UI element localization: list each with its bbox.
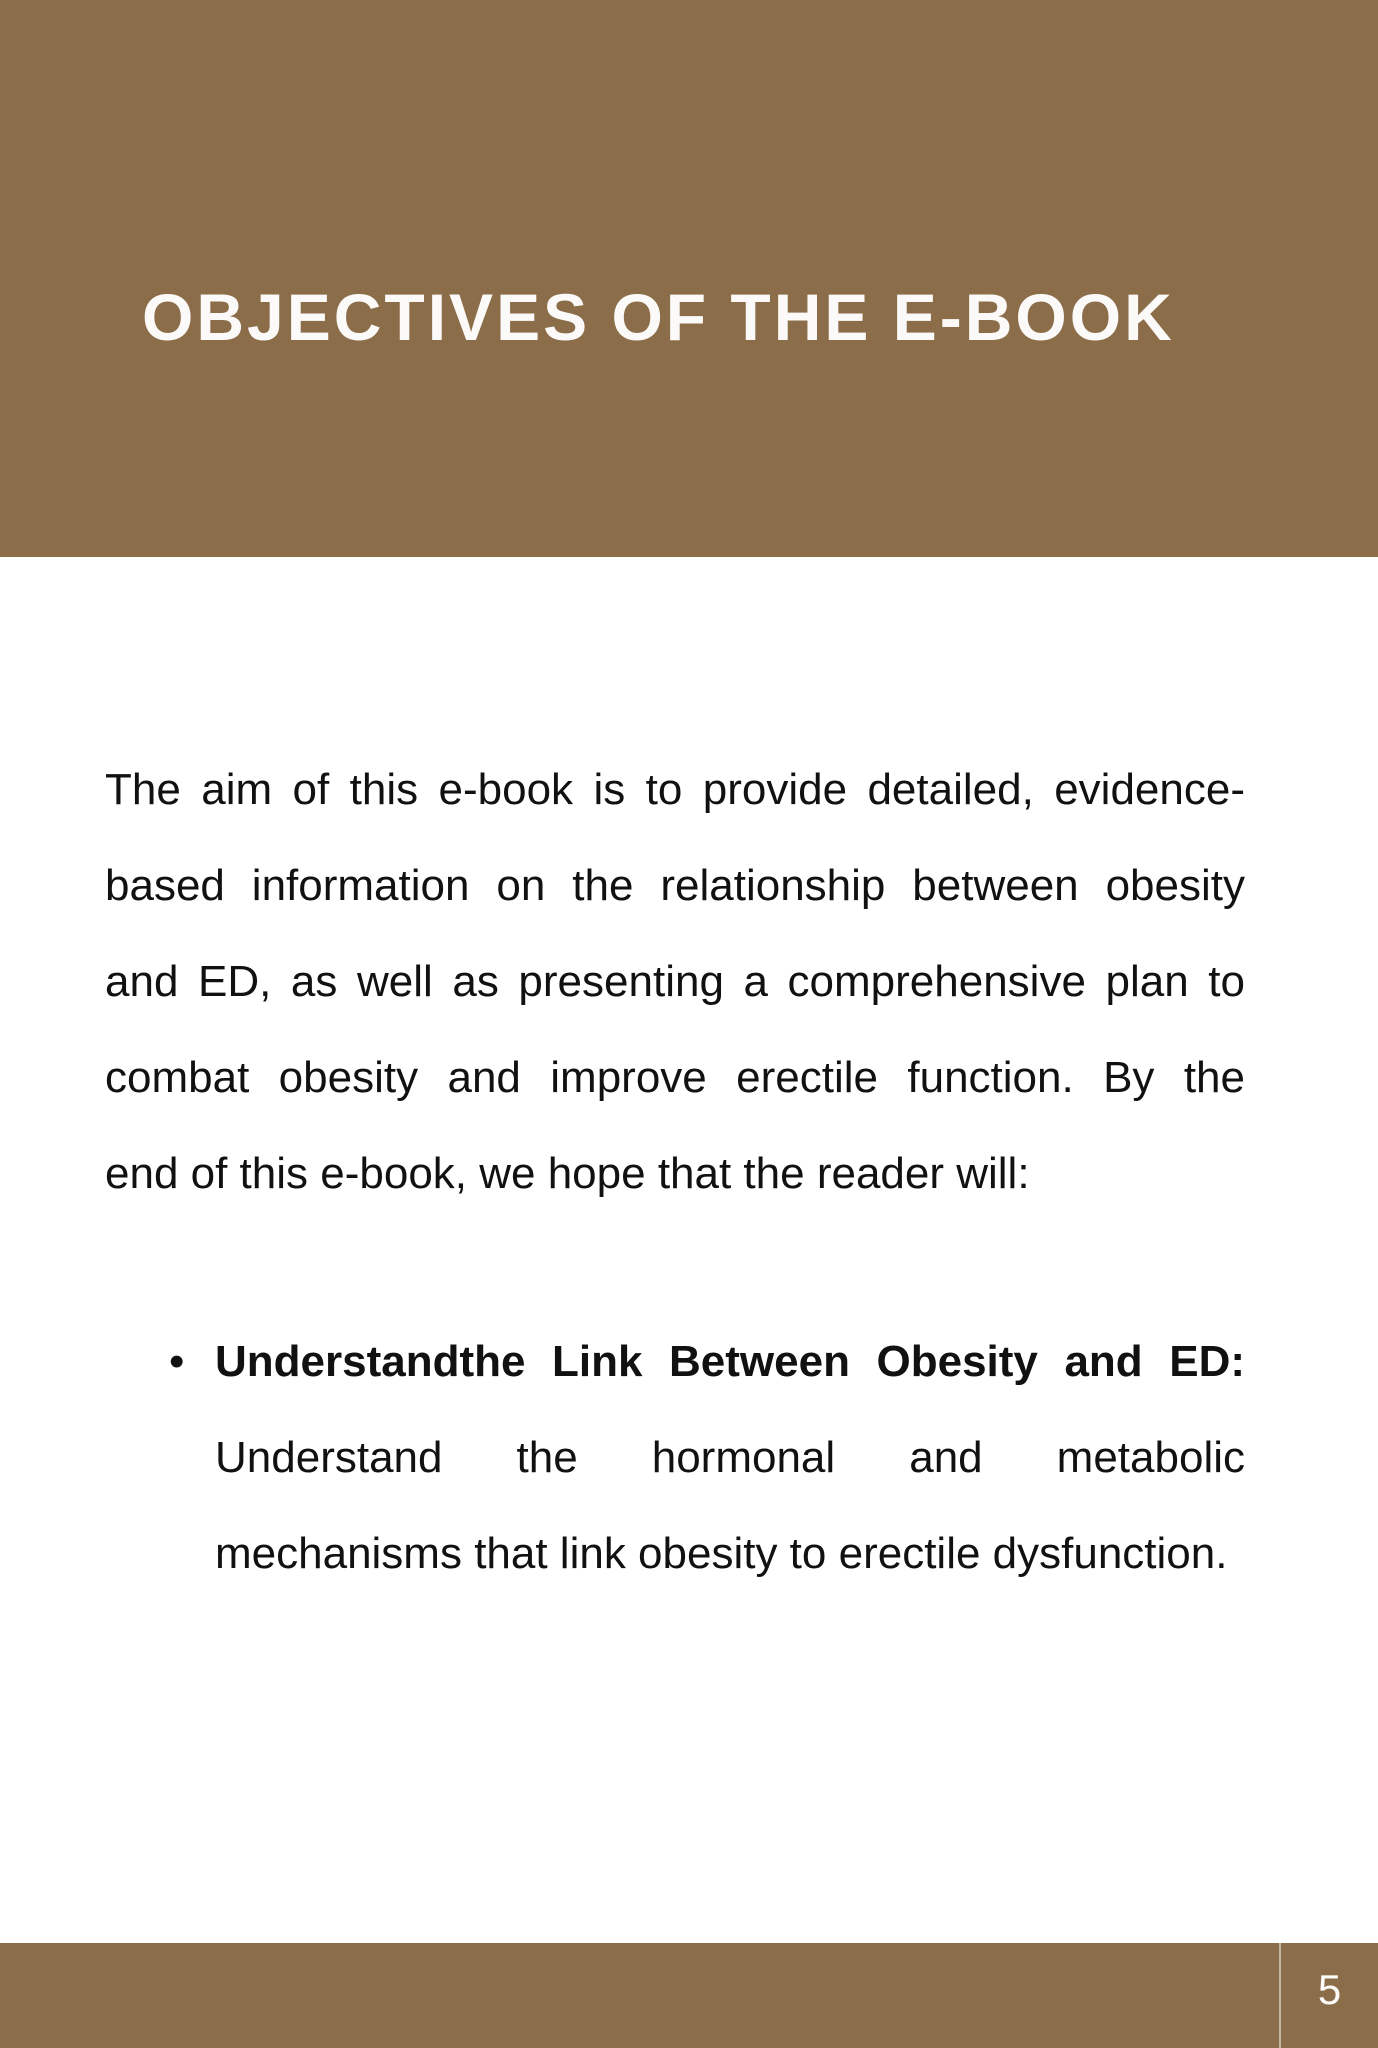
page-footer [0,1943,1378,2048]
bullet-line: mechanisms that link obesity to erectile dysfunction. [215,1529,1228,1578]
page-body [105,742,1245,1222]
bullet-heading: Understandthe Link Between Obesity and ED: [215,1337,1245,1386]
bullet-marker: • [169,1337,185,1386]
page-number: 5 [1317,1965,1342,2013]
page-title: OBJECTIVES OF THE E-BOOK [142,280,1175,354]
bullet-text [215,1314,1245,1602]
paragraph-line: The aim of this e-book is to provide detailed, evidence- [105,765,1245,814]
bullet-line: Understand the hormonal and metabolic [215,1433,1245,1482]
paragraph-line: and ED, as well as presenting a comprehensive plan to [105,957,1245,1006]
intro-paragraph [105,742,1245,1222]
paragraph-line: end of this e-book, we hope that the reader will: [105,1149,1030,1198]
page-number-cell [1281,1943,1378,2048]
bullet-item [105,1314,1245,1602]
paragraph-line: combat obesity and improve erectile function. By the [105,1053,1245,1102]
page-header [0,0,1378,557]
paragraph-line: based information on the relationship between obesity [105,861,1245,910]
